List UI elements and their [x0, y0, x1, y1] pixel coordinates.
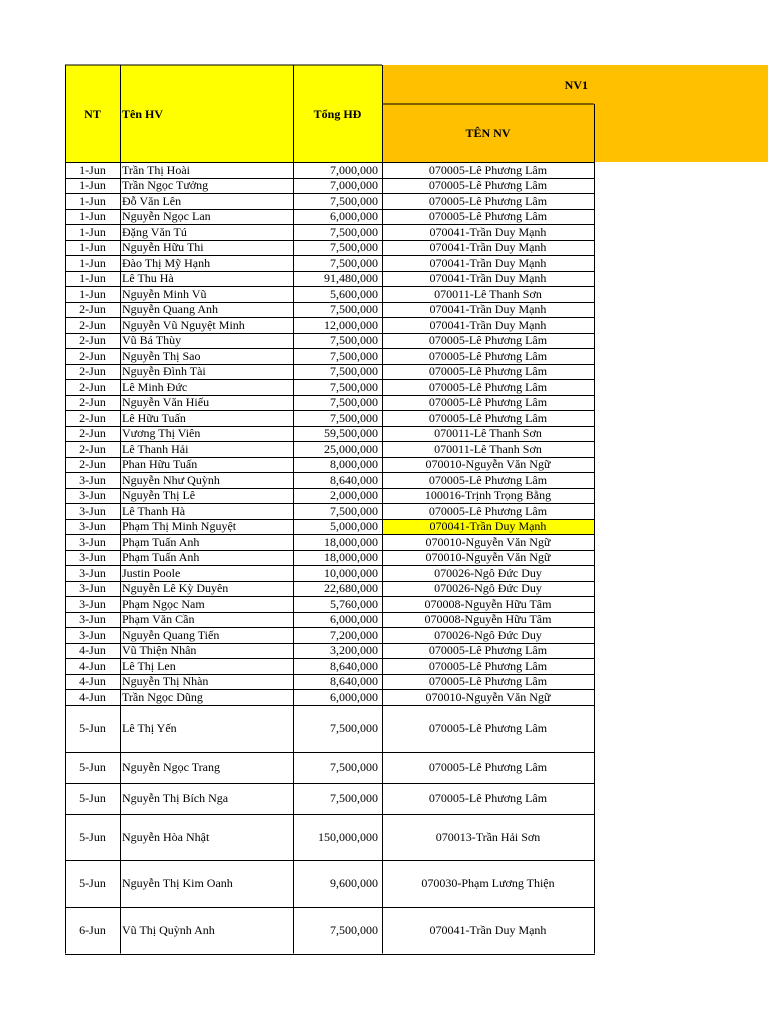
cell-ten-hv[interactable]: Nguyễn Hòa Nhật — [122, 829, 210, 844]
cell-ten-nv[interactable]: 070005-Lê Phương Lâm — [428, 395, 548, 410]
cell-nt[interactable]: 5-Jun — [79, 876, 106, 890]
cell-tong-hd[interactable]: 5,600,000 — [330, 286, 378, 301]
cell-nt[interactable]: 2-Jun — [79, 395, 106, 410]
cell-ten-nv[interactable]: 070005-Lê Phương Lâm — [428, 721, 548, 735]
cell-tong-hd[interactable]: 5,000,000 — [330, 519, 378, 534]
cell-ten-nv[interactable]: 070041-Trần Duy Mạnh — [429, 923, 547, 937]
cell-tong-hd[interactable]: 7,500,000 — [330, 791, 378, 805]
cell-ten-hv[interactable]: Vũ Thiện Nhân — [122, 643, 197, 658]
cell-nt[interactable]: 5-Jun — [79, 721, 106, 735]
cell-ten-nv[interactable]: 070010-Nguyễn Văn Ngữ — [425, 534, 551, 549]
cell-tong-hd[interactable]: 7,500,000 — [330, 395, 378, 410]
cell-ten-hv[interactable]: Phạm Thị Minh Nguyệt — [122, 519, 237, 534]
cell-ten-hv[interactable]: Nguyễn Minh Vũ — [122, 286, 207, 301]
header-tong-hd[interactable]: Tổng HĐ — [293, 65, 382, 162]
cell-ten-hv[interactable]: Vũ Thị Quỳnh Anh — [122, 923, 215, 937]
cell-tong-hd[interactable]: 7,000,000 — [330, 178, 378, 193]
cell-ten-nv[interactable]: 070005-Lê Phương Lâm — [428, 178, 548, 193]
cell-tong-hd[interactable]: 7,500,000 — [330, 721, 378, 735]
header-orange-fill — [594, 104, 768, 162]
cell-ten-nv[interactable]: 070026-Ngô Đức Duy — [434, 627, 542, 642]
header-ten-hv[interactable]: Tên HV — [120, 65, 293, 162]
cell-ten-hv[interactable]: Nguyễn Ngọc Lan — [122, 209, 211, 224]
cell-ten-nv[interactable]: 070005-Lê Phương Lâm — [428, 364, 548, 379]
cell-nt[interactable]: 4-Jun — [79, 674, 106, 689]
cell-ten-nv[interactable]: 070041-Trần Duy Mạnh — [429, 255, 547, 270]
cell-ten-hv[interactable]: Nguyễn Quang Tiến — [122, 627, 220, 642]
cell-ten-hv[interactable]: Vũ Bá Thùy — [122, 333, 182, 348]
cell-tong-hd[interactable]: 22,680,000 — [324, 581, 378, 596]
cell-ten-hv[interactable]: Trần Ngọc Dũng — [122, 689, 203, 704]
cell-ten-hv[interactable]: Nguyễn Văn Hiếu — [122, 395, 210, 410]
cell-nt[interactable]: 2-Jun — [79, 364, 106, 379]
cell-nt[interactable]: 4-Jun — [79, 643, 106, 658]
cell-ten-nv[interactable]: 070013-Trần Hải Sơn — [435, 829, 541, 844]
cell-ten-hv[interactable]: Nguyễn Vũ Nguyệt Minh — [122, 317, 245, 332]
cell-nt[interactable]: 4-Jun — [79, 658, 106, 673]
cell-nt[interactable]: 2-Jun — [79, 302, 106, 317]
cell-ten-nv[interactable]: 070005-Lê Phương Lâm — [428, 760, 548, 774]
cell-nt[interactable]: 1-Jun — [79, 271, 106, 286]
cell-ten-hv[interactable]: Đào Thị Mỹ Hạnh — [122, 255, 211, 270]
cell-ten-nv[interactable]: 070005-Lê Phương Lâm — [428, 791, 548, 805]
cell-ten-nv[interactable]: 070010-Nguyễn Văn Ngữ — [425, 457, 551, 472]
cell-ten-hv[interactable]: Lê Thanh Hà — [122, 503, 186, 518]
cell-ten-nv[interactable]: 070041-Trần Duy Mạnh — [429, 271, 547, 286]
cell-tong-hd[interactable]: 18,000,000 — [324, 550, 378, 565]
cell-nt[interactable]: 3-Jun — [79, 472, 106, 487]
cell-ten-nv[interactable]: 070005-Lê Phương Lâm — [428, 658, 548, 673]
cell-tong-hd[interactable]: 7,500,000 — [330, 255, 378, 270]
cell-nt[interactable]: 3-Jun — [79, 565, 106, 580]
cell-tong-hd[interactable]: 7,500,000 — [330, 224, 378, 239]
cell-tong-hd[interactable]: 7,500,000 — [330, 410, 378, 425]
cell-nt[interactable]: 2-Jun — [79, 333, 106, 348]
cell-ten-hv[interactable]: Trần Thị Hoài — [122, 162, 191, 177]
cell-tong-hd[interactable]: 9,600,000 — [330, 876, 378, 890]
cell-ten-hv[interactable]: Lê Thị Yến — [122, 721, 177, 735]
cell-ten-nv[interactable]: 070008-Nguyễn Hữu Tâm — [424, 596, 552, 611]
cell-nt[interactable]: 3-Jun — [79, 581, 106, 596]
header-nv1[interactable]: NV1 — [564, 77, 588, 92]
cell-ten-nv[interactable]: 070030-Phạm Lương Thiện — [421, 876, 555, 890]
cell-tong-hd[interactable]: 7,500,000 — [330, 348, 378, 363]
cell-tong-hd[interactable]: 8,640,000 — [330, 472, 378, 487]
cell-nt[interactable]: 2-Jun — [79, 317, 106, 332]
cell-ten-nv[interactable]: 070041-Trần Duy Mạnh — [429, 302, 547, 317]
cell-tong-hd[interactable]: 7,500,000 — [330, 240, 378, 255]
cell-tong-hd[interactable]: 7,500,000 — [330, 302, 378, 317]
cell-nt[interactable]: 2-Jun — [79, 348, 106, 363]
cell-ten-hv[interactable]: Nguyễn Như Quỳnh — [122, 472, 220, 487]
cell-ten-nv[interactable]: 070005-Lê Phương Lâm — [428, 333, 548, 348]
cell-nt[interactable]: 3-Jun — [79, 550, 106, 565]
cell-nt[interactable]: 1-Jun — [79, 193, 106, 208]
cell-ten-nv[interactable]: 100016-Trịnh Trọng Bằng — [424, 488, 552, 503]
cell-nt[interactable]: 1-Jun — [79, 255, 106, 270]
cell-tong-hd[interactable]: 7,500,000 — [330, 923, 378, 937]
cell-nt[interactable]: 1-Jun — [79, 178, 106, 193]
cell-nt[interactable]: 5-Jun — [79, 829, 106, 844]
cell-nt[interactable]: 2-Jun — [79, 379, 106, 394]
cell-tong-hd[interactable]: 3,200,000 — [330, 643, 378, 658]
cell-tong-hd[interactable]: 18,000,000 — [324, 534, 378, 549]
cell-ten-nv[interactable]: 070005-Lê Phương Lâm — [428, 503, 548, 518]
cell-ten-nv[interactable]: 070026-Ngô Đức Duy — [434, 565, 542, 580]
cell-nt[interactable]: 2-Jun — [79, 457, 106, 472]
cell-ten-hv[interactable]: Phạm Tuấn Anh — [122, 550, 200, 565]
cell-ten-hv[interactable]: Lê Thị Len — [122, 658, 176, 673]
cell-ten-nv[interactable]: 070041-Trần Duy Mạnh — [382, 519, 594, 535]
cell-ten-nv[interactable]: 070005-Lê Phương Lâm — [428, 643, 548, 658]
cell-ten-hv[interactable]: Phạm Văn Cần — [122, 612, 195, 627]
cell-tong-hd[interactable]: 7,000,000 — [330, 162, 378, 177]
cell-tong-hd[interactable]: 6,000,000 — [330, 612, 378, 627]
cell-nt[interactable]: 3-Jun — [79, 503, 106, 518]
cell-tong-hd[interactable]: 59,500,000 — [324, 426, 378, 441]
cell-ten-nv[interactable]: 070005-Lê Phương Lâm — [428, 674, 548, 689]
cell-ten-hv[interactable]: Nguyễn Thị Bích Nga — [122, 791, 229, 805]
cell-tong-hd[interactable]: 7,500,000 — [330, 503, 378, 518]
cell-ten-hv[interactable]: Nguyễn Hữu Thi — [122, 240, 204, 255]
cell-nt[interactable]: 3-Jun — [79, 534, 106, 549]
cell-ten-hv[interactable]: Phạm Tuấn Anh — [122, 534, 200, 549]
cell-nt[interactable]: 1-Jun — [79, 286, 106, 301]
cell-ten-hv[interactable]: Phan Hữu Tuấn — [122, 457, 198, 472]
cell-nt[interactable]: 1-Jun — [79, 240, 106, 255]
cell-ten-hv[interactable]: Lê Thanh Hải — [122, 441, 189, 456]
cell-tong-hd[interactable]: 7,500,000 — [330, 379, 378, 394]
cell-ten-nv[interactable]: 070041-Trần Duy Mạnh — [429, 224, 547, 239]
cell-ten-nv[interactable]: 070005-Lê Phương Lâm — [428, 410, 548, 425]
cell-ten-hv[interactable]: Nguyễn Ngọc Trang — [122, 760, 220, 774]
cell-nt[interactable]: 3-Jun — [79, 519, 106, 534]
cell-tong-hd[interactable]: 8,000,000 — [330, 457, 378, 472]
cell-tong-hd[interactable]: 150,000,000 — [318, 829, 378, 844]
cell-tong-hd[interactable]: 10,000,000 — [324, 565, 378, 580]
cell-ten-hv[interactable]: Lê Hữu Tuấn — [122, 410, 186, 425]
cell-ten-hv[interactable]: Nguyễn Lê Kỳ Duyên — [122, 581, 229, 596]
cell-ten-hv[interactable]: Phạm Ngọc Nam — [122, 596, 205, 611]
cell-tong-hd[interactable]: 7,500,000 — [330, 193, 378, 208]
cell-nt[interactable]: 1-Jun — [79, 209, 106, 224]
cell-tong-hd[interactable]: 7,200,000 — [330, 627, 378, 642]
cell-ten-hv[interactable]: Trần Ngọc Tưởng — [122, 178, 209, 193]
cell-tong-hd[interactable]: 7,500,000 — [330, 760, 378, 774]
cell-ten-nv[interactable]: 070011-Lê Thanh Sơn — [434, 441, 542, 456]
header-nt[interactable]: NT — [65, 65, 120, 162]
cell-tong-hd[interactable]: 91,480,000 — [324, 271, 378, 286]
cell-nt[interactable]: 5-Jun — [79, 760, 106, 774]
cell-tong-hd[interactable]: 6,000,000 — [330, 209, 378, 224]
cell-tong-hd[interactable]: 7,500,000 — [330, 364, 378, 379]
cell-nt[interactable]: 2-Jun — [79, 441, 106, 456]
cell-ten-hv[interactable]: Lê Thu Hà — [122, 271, 174, 286]
cell-tong-hd[interactable]: 8,640,000 — [330, 658, 378, 673]
cell-ten-hv[interactable]: Nguyễn Đình Tài — [122, 364, 206, 379]
cell-ten-nv[interactable]: 070005-Lê Phương Lâm — [428, 162, 548, 177]
cell-ten-hv[interactable]: Lê Minh Đức — [122, 379, 188, 394]
cell-nt[interactable]: 3-Jun — [79, 627, 106, 642]
cell-ten-nv[interactable]: 070005-Lê Phương Lâm — [428, 193, 548, 208]
cell-nt[interactable]: 3-Jun — [79, 612, 106, 627]
cell-tong-hd[interactable]: 8,640,000 — [330, 674, 378, 689]
cell-nt[interactable]: 3-Jun — [79, 488, 106, 503]
cell-nt[interactable]: 2-Jun — [79, 426, 106, 441]
cell-ten-hv[interactable]: Nguyễn Thị Sao — [122, 348, 201, 363]
cell-ten-nv[interactable]: 070011-Lê Thanh Sơn — [434, 426, 542, 441]
cell-ten-nv[interactable]: 070041-Trần Duy Mạnh — [429, 240, 547, 255]
cell-tong-hd[interactable]: 12,000,000 — [324, 317, 378, 332]
cell-ten-hv[interactable]: Nguyễn Thị Lê — [122, 488, 196, 503]
cell-tong-hd[interactable]: 2,000,000 — [330, 488, 378, 503]
cell-ten-nv[interactable]: 070011-Lê Thanh Sơn — [434, 286, 542, 301]
cell-ten-hv[interactable]: Nguyễn Thị Kim Oanh — [122, 876, 233, 890]
cell-ten-nv[interactable]: 070026-Ngô Đức Duy — [434, 581, 542, 596]
cell-ten-nv[interactable]: 070008-Nguyễn Hữu Tâm — [424, 612, 552, 627]
cell-ten-nv[interactable]: 070010-Nguyễn Văn Ngữ — [425, 550, 551, 565]
cell-ten-nv[interactable]: 070005-Lê Phương Lâm — [428, 379, 548, 394]
cell-ten-hv[interactable]: Nguyễn Quang Anh — [122, 302, 218, 317]
cell-ten-nv[interactable]: 070005-Lê Phương Lâm — [428, 472, 548, 487]
cell-ten-nv[interactable]: 070010-Nguyễn Văn Ngữ — [425, 689, 551, 704]
cell-ten-hv[interactable]: Đỗ Văn Lên — [122, 193, 182, 208]
cell-tong-hd[interactable]: 6,000,000 — [330, 689, 378, 704]
cell-tong-hd[interactable]: 7,500,000 — [330, 333, 378, 348]
cell-ten-nv[interactable]: 070005-Lê Phương Lâm — [428, 209, 548, 224]
cell-nt[interactable]: 4-Jun — [79, 689, 106, 704]
cell-nt[interactable]: 5-Jun — [79, 791, 106, 805]
cell-ten-hv[interactable]: Vương Thị Viên — [122, 426, 201, 441]
cell-ten-hv[interactable]: Đặng Văn Tú — [122, 224, 187, 239]
cell-ten-nv[interactable]: 070005-Lê Phương Lâm — [428, 348, 548, 363]
cell-ten-hv[interactable]: Nguyễn Thị Nhàn — [122, 674, 209, 689]
cell-ten-nv[interactable]: 070041-Trần Duy Mạnh — [429, 317, 547, 332]
cell-tong-hd[interactable]: 5,760,000 — [330, 596, 378, 611]
cell-tong-hd[interactable]: 25,000,000 — [324, 441, 378, 456]
cell-nt[interactable]: 2-Jun — [79, 410, 106, 425]
cell-nt[interactable]: 1-Jun — [79, 162, 106, 177]
cell-nt[interactable]: 3-Jun — [79, 596, 106, 611]
cell-nt[interactable]: 1-Jun — [79, 224, 106, 239]
cell-nt[interactable]: 6-Jun — [79, 923, 106, 937]
header-ten-nv[interactable]: TÊN NV — [382, 104, 594, 162]
cell-ten-hv[interactable]: Justin Poole — [122, 565, 181, 580]
